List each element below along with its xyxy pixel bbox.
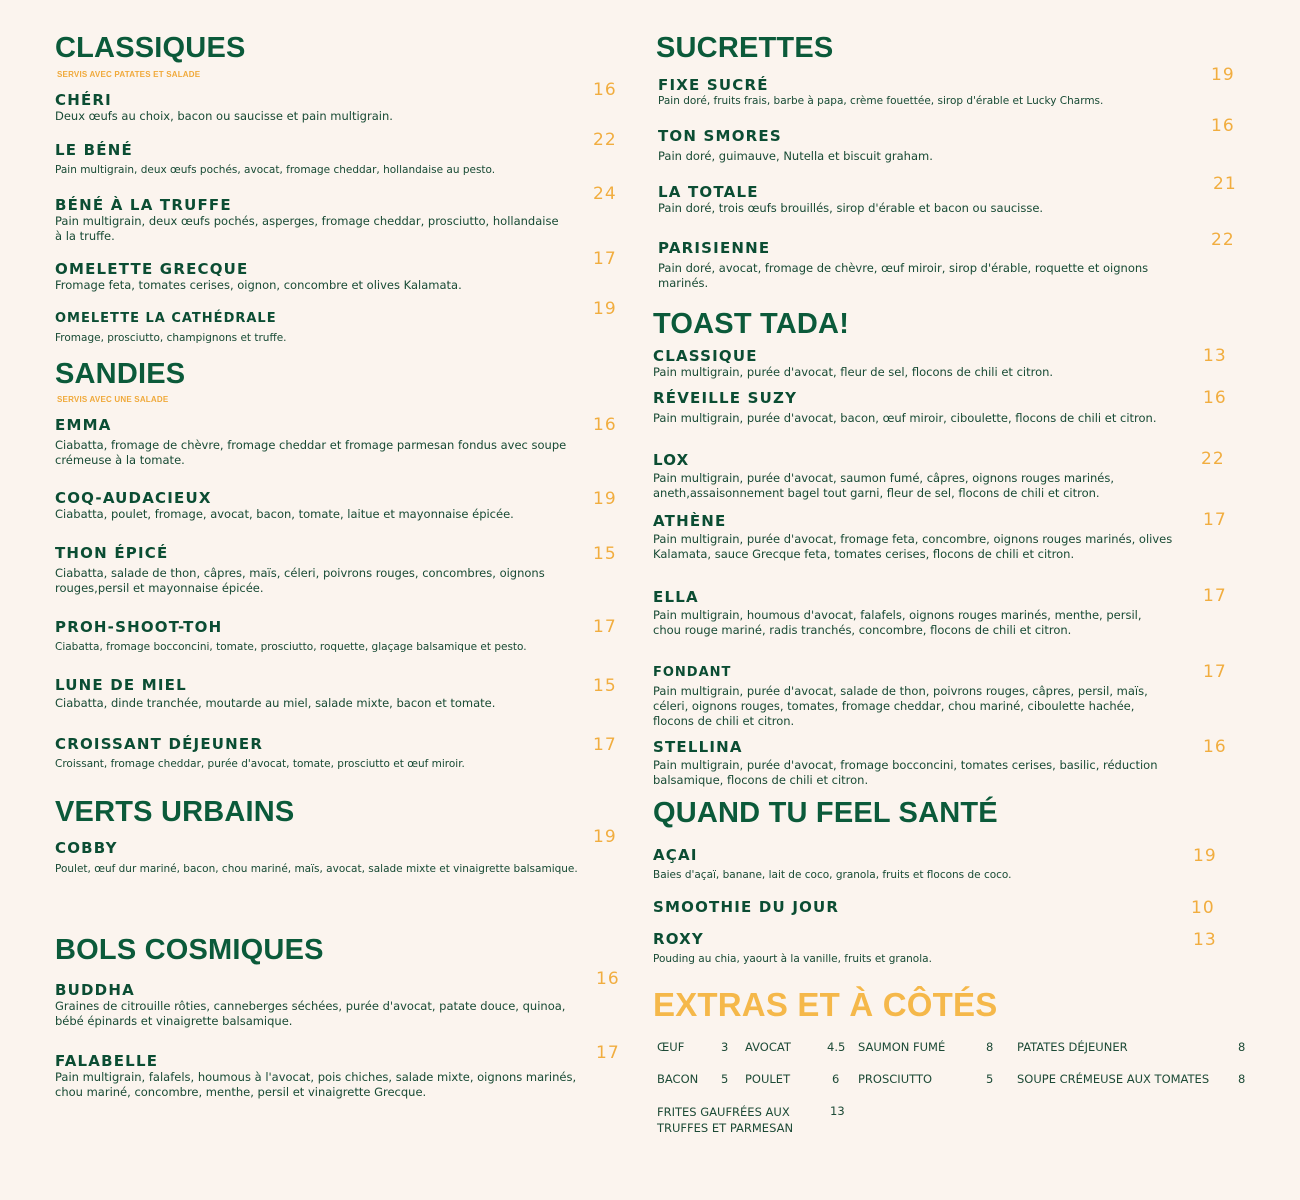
item-price: 13 [1203,346,1227,366]
menu-item [658,76,1198,109]
section-title-bols-cosmiques: BOLS COSMIQUES [55,934,324,966]
item-desc: Ciabatta, fromage de chèvre, fromage cheddar et fromage parmesan fondus avec soupe crémeuse à la tomate. [55,438,567,467]
item-desc: Pouding au chia, yaourt à la vanille, fruits et granola. [653,953,932,965]
menu-item [55,735,615,772]
item-name: ROXY [653,930,704,948]
menu-item [653,664,1173,729]
extra-price: 4.5 [827,1040,846,1054]
section-title-extras: EXTRAS ET À CÔTÉS [653,986,998,1023]
item-name: CLASSIQUE [653,347,758,365]
item-name: SMOOTHIE DU JOUR [653,898,840,916]
item-name: AÇAI [653,846,698,864]
item-name: PARISIENNE [658,239,771,257]
extra-price: 6 [832,1072,840,1086]
extra-name: PROSCIUTTO [858,1072,933,1086]
extra-name: PATATES DÉJEUNER [1017,1040,1128,1054]
item-desc: Pain doré, guimauve, Nutella et biscuit graham. [658,149,933,163]
menu-item [658,183,1248,216]
menu-item [55,260,615,293]
item-name: COQ-AUDACIEUX [55,489,212,507]
menu-item [55,141,615,178]
item-desc: Pain multigrain, purée d'avocat, bacon, œuf miroir, ciboulette, flocons de chili et citron. [653,411,1157,425]
item-desc: Pain multigrain, purée d'avocat, saumon fumé, câpres, oignons rouges marinés, aneth,assaisonnement bagel tout garni, fleur de sel, flocons de chili et citron. [653,471,1115,500]
item-name: OMELETTE GRECQUE [55,260,249,278]
item-desc: Ciabatta, poulet, fromage, avocat, bacon, tomate, laitue et mayonnaise épicée. [55,507,514,521]
item-desc: Pain doré, avocat, fromage de chèvre, œuf miroir, sirop d'érable, roquette et oignons marinés. [658,261,1149,290]
section-title-feel-sante: QUAND TU FEEL SANTÉ [653,797,998,829]
section-title-verts-urbains: VERTS URBAINS [55,796,295,828]
section-title-classiques: CLASSIQUES [55,32,246,64]
extra-price: 5 [986,1072,994,1086]
section-subtitle-sandies: SERVIS AVEC UNE SALADE [57,395,169,404]
item-desc: Baies d'açaï, banane, lait de coco, granola, fruits et flocons de coco. [653,869,1012,881]
item-desc: Pain multigrain, deux œufs pochés, avocat, fromage cheddar, hollandaise au pesto. [55,164,496,176]
menu-item [653,898,1243,916]
item-desc: Ciabatta, dinde tranchée, moutarde au miel, salade mixte, bacon et tomate. [55,696,496,710]
menu-item [653,846,1173,883]
menu-item [55,981,585,1029]
item-price: 17 [1203,510,1227,530]
menu-item [653,347,1183,380]
item-price: 17 [593,735,617,755]
extra-name: FRITES GAUFRÉES AUX TRUFFES ET PARMESAN [657,1105,794,1135]
section-title-sandies: SANDIES [55,358,186,390]
menu-item [658,239,1183,291]
item-name: CHÉRI [55,91,112,109]
item-name: LOX [653,451,690,469]
menu-item [55,91,615,124]
item-price: 19 [1193,846,1217,866]
item-desc: Graines de citrouille rôties, canneberges séchées, purée d'avocat, patate douce, quinoa, bébé épinards et vinaigrette balsamique. [55,999,566,1028]
item-price: 17 [1203,662,1227,682]
item-price: 17 [596,1043,620,1063]
item-name: PROH-SHOOT-TOH [55,618,223,636]
item-price: 19 [593,489,617,509]
extra-name: ŒUF [657,1040,685,1054]
menu-item [658,127,1248,164]
item-name: FONDANT [653,665,732,680]
menu-item [55,1052,590,1100]
item-desc: Pain multigrain, purée d'avocat, fleur de sel, flocons de chili et citron. [653,365,1054,379]
item-name: BUDDHA [55,981,135,999]
item-desc: Pain multigrain, houmous d'avocat, falafels, oignons rouges marinés, menthe, persil, chou rouge mariné, radis tranchés, concombre, flocons de chili et citron. [653,608,1142,637]
item-name: TON SMORES [658,127,782,145]
item-price: 17 [1203,586,1227,606]
menu-item [653,588,1173,638]
item-price: 19 [593,299,617,319]
menu-item [55,544,575,596]
left-column [55,0,620,1200]
item-name: CROISSANT DÉJEUNER [55,735,264,753]
section-subtitle-classiques: SERVIS AVEC PATATES ET SALADE [57,70,201,79]
item-name: LE BÉNÉ [55,141,133,159]
extra-name: POULET [745,1072,791,1086]
item-name: RÉVEILLE SUZY [653,389,798,407]
item-name: EMMA [55,416,112,434]
item-price: 15 [593,544,617,564]
extra-price: 5 [721,1072,729,1086]
menu-item [653,930,1243,967]
item-name: ATHÈNE [653,512,727,530]
item-price: 22 [593,130,617,150]
item-price: 24 [593,184,617,204]
item-price: 21 [1213,174,1237,194]
item-price: 16 [1203,388,1227,408]
item-price: 16 [593,80,617,100]
item-name: FALABELLE [55,1052,159,1070]
item-desc: Ciabatta, salade de thon, câpres, maïs, céleri, poivrons rouges, concombres, oignons rouges,persil et mayonnaise épicée. [55,566,545,595]
item-name: LUNE DE MIEL [55,676,187,694]
extra-name: AVOCAT [745,1040,791,1054]
item-desc: Poulet, œuf dur mariné, bacon, chou mariné, maïs, avocat, salade mixte et vinaigrette balsamique. [55,863,578,875]
extra-name: SAUMON FUMÉ [858,1040,946,1054]
item-price: 19 [1211,65,1235,85]
menu-item [55,196,565,244]
extra-price: 8 [1238,1040,1246,1054]
item-price: 19 [593,827,617,847]
item-desc: Ciabatta, fromage bocconcini, tomate, prosciutto, roquette, glaçage balsamique et pesto. [55,641,527,653]
item-desc: Pain multigrain, falafels, houmous à l'avocat, pois chiches, salade mixte, oignons marinés, chou mariné, concombre, menthe, persil et vinaigrette Grecque. [55,1070,577,1099]
item-desc: Pain doré, fruits frais, barbe à papa, crème fouettée, sirop d'érable et Lucky Charms. [658,95,1104,107]
item-desc: Deux œufs au choix, bacon ou saucisse et pain multigrain. [55,109,393,123]
item-name: BÉNÉ À LA TRUFFE [55,196,232,214]
item-desc: Pain multigrain, deux œufs pochés, asperges, fromage cheddar, prosciutto, hollandaise à la truffe. [55,214,559,243]
menu-item [653,512,1173,562]
item-desc: Pain multigrain, purée d'avocat, salade de thon, poivrons rouges, câpres, persil, maïs, céleri, oignons rouges, tomates, fromage cheddar, chou mariné, ciboulette hachée, flocons de chili et citron. [653,684,1148,728]
item-price: 17 [593,617,617,637]
item-name: FIXE SUCRÉ [658,76,769,94]
extra-name: BACON [657,1072,699,1086]
item-desc: Pain multigrain, purée d'avocat, fromage feta, concombre, oignons rouges marinés, olives Kalamata, sauce Grecque feta, tomates cerises, flocons de chili et citron. [653,532,1173,561]
menu-item [55,416,575,468]
item-desc: Fromage, prosciutto, champignons et truffe. [55,332,287,344]
item-price: 16 [1203,737,1227,757]
item-name: ELLA [653,588,699,606]
menu-item [55,676,615,711]
item-name: STELLINA [653,738,743,756]
item-price: 22 [1201,449,1225,469]
menu-item [55,618,615,655]
extra-price: 8 [1238,1072,1246,1086]
item-price: 16 [1211,116,1235,136]
item-name: COBBY [55,839,118,857]
item-price: 13 [1193,930,1217,950]
menu-item [55,839,585,877]
right-column [653,0,1246,1200]
extras-grid [657,1040,1247,1140]
item-name: LA TOTALE [658,183,759,201]
menu-item [55,310,615,346]
item-desc: Fromage feta, tomates cerises, oignon, concombre et olives Kalamata. [55,278,462,292]
item-price: 10 [1191,898,1215,918]
item-price: 17 [593,249,617,269]
section-title-toast-tada: TOAST TADA! [653,308,850,340]
menu-item [653,451,1183,501]
section-title-sucrettes: SUCRETTES [656,32,834,64]
extra-price: 3 [721,1040,729,1054]
item-name: THON ÉPICÉ [55,544,169,562]
item-price: 15 [593,676,617,696]
item-desc: Pain doré, trois œufs brouillés, sirop d'érable et bacon ou saucisse. [658,201,1044,215]
extra-price: 8 [986,1040,994,1054]
item-desc: Croissant, fromage cheddar, purée d'avocat, tomate, prosciutto et œuf miroir. [55,758,465,770]
item-name: OMELETTE LA CATHÉDRALE [55,311,277,326]
menu-item [653,389,1178,426]
item-price: 16 [593,415,617,435]
item-price: 16 [596,969,620,989]
extra-name: SOUPE CRÉMEUSE AUX TOMATES [1017,1072,1210,1086]
item-desc: Pain multigrain, purée d'avocat, fromage bocconcini, tomates cerises, basilic, réduction balsamique, flocons de chili et citron. [653,758,1158,787]
extra-price: 13 [830,1104,845,1118]
item-price: 22 [1211,230,1235,250]
menu-item [55,489,615,522]
menu-item [653,738,1183,788]
